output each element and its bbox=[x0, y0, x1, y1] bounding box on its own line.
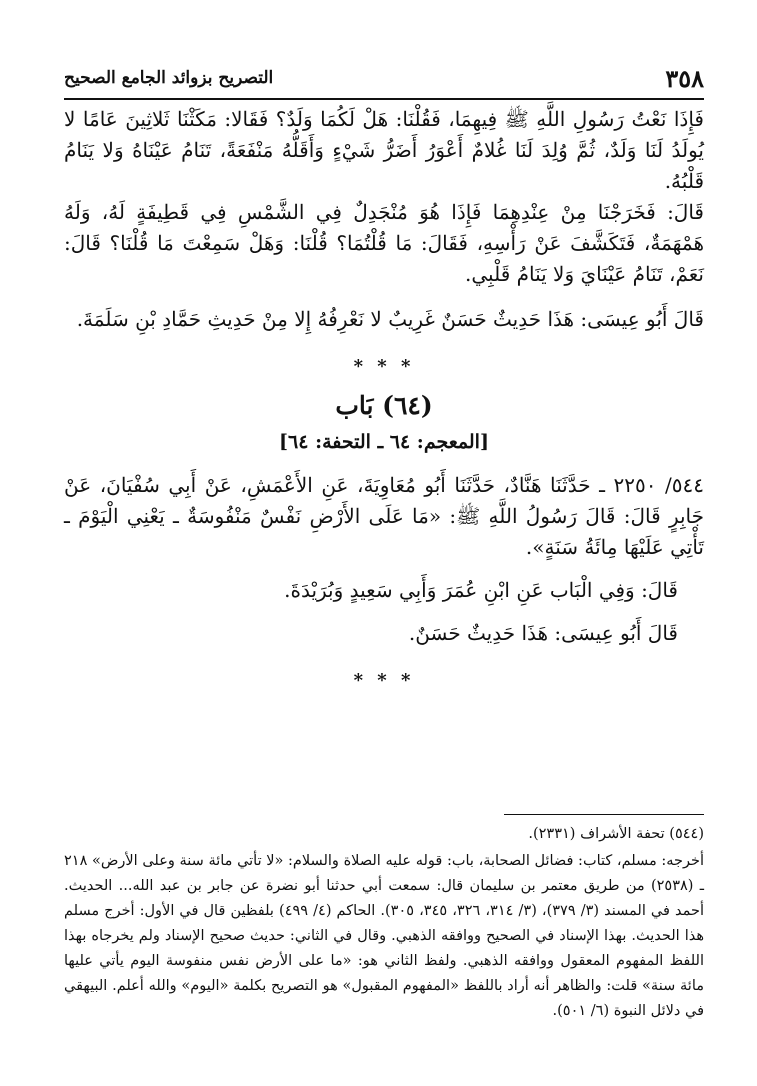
main-text bbox=[64, 104, 704, 704]
footnotes bbox=[64, 822, 704, 1024]
page-number: ٣٥٨ bbox=[665, 64, 704, 93]
paragraph-3: قَالَ أَبُو عِيسَى: هَذَا حَدِيثٌ حَسَنٌ غَرِيبٌ لا نَعْرِفُهُ إِلا مِنْ حَدِيثِ حَمَّادِ بْنِ سَلَمَةَ. bbox=[76, 307, 704, 331]
section-divider-2: * * * bbox=[353, 670, 415, 691]
page-header bbox=[64, 64, 704, 100]
hadith-text: ٥٤٤/ ٢٢٥٠ ـ حَدَّثَنَا هَنَّادٌ، حَدَّثَنَا أَبُو مُعَاوِيَةَ، عَنِ الأَعْمَشِ، عَنْ أَبِي سُفْيَانَ، عَنْ جَابِرٍ قَالَ: قَالَ رَسُولُ اللَّهِ ﷺ: «مَا عَلَى الأَرْضِ نَفْسٌ مَنْفُوسَةٌ ـ يَعْنِي الْيَوْمَ ـ تَأْتِي عَلَيْهَا مِائَةُ سَنَةٍ». bbox=[64, 473, 704, 559]
paragraph-2: قَالَ: فَخَرَجْنَا مِنْ عِنْدِهِمَا فَإِذَا هُوَ مُنْجَدِلٌ فِي الشَّمْسِ فِي قَطِيفَةٍ لَهُ، وَلَهُ هَمْهَمَةٌ، فَتَكَشَّفَ عَنْ رَأْسِهِ، فَقَالَ: مَا قُلْتُمَا؟ قُلْنَا: وَهَلْ سَمِعْتَ مَا قُلْنَا؟ قَالَ: نَعَمْ، تَنَامُ عَيْنَايَ وَلا يَنَامُ قَلْبِي. bbox=[64, 200, 704, 286]
footnote-body: أخرجه: مسلم، كتاب: فضائل الصحابة، باب: قوله عليه الصلاة والسلام: «لا تأتي مائة سنة وعلى الأرض» ٢١٨ ـ (٢٥٣٨) من طريق معتمر بن سليمان قال: سمعت أبي حدثنا أبو نضرة عن جابر بن عبد الله... الحديث. أحمد في المسند (٣/ ٣٧٩)، (٣/ ٣١٤، ٣٢٦، ٣٤٥، ٣٠٥). الحاكم (٤/ ٤٩٩) بلفظين قال في الأول: أخرج مسلم هذا الحديث. بهذا الإسناد في الصحيح ووافقه الذهبي. وقال في الثاني: حديث صحيح الإسناد ولم يخرجاه بهذا اللفظ المفهوم المعقول ووافقه الذهبي. ولفظ الثاني هو: «ما على الأرض نفس منفوسة اليوم يأتي عليها مائة سنة» قلت: والظاهر أنه أراد باللفظ «المفهوم المقبول» هو التصريح بكلمة «اليوم» والله أعلم. البيهقي في دلائل النبوة (٦/ ٥٠١). bbox=[64, 853, 705, 1019]
section-divider: * * * bbox=[353, 356, 415, 377]
footnote-rule bbox=[504, 814, 704, 815]
book-page bbox=[64, 40, 704, 1060]
bab-note: قَالَ: وَفِي الْبَاب عَنِ ابْنِ عُمَرَ وَأَبِي سَعِيدٍ وَبُرَيْدَةَ. bbox=[284, 578, 678, 602]
verdict: قَالَ أَبُو عِيسَى: هَذَا حَدِيثٌ حَسَنٌ. bbox=[408, 621, 678, 645]
chapter-title: (٦٤) بَاب bbox=[335, 391, 433, 420]
paragraph-1: فَإِذَا نَعْتُ رَسُولِ اللَّهِ ﷺ فِيهِمَا، فَقُلْنَا: هَلْ لَكُمَا وَلَدٌ؟ فَقَالا: مَكَثْنَا ثَلاثِينَ عَامًا لا يُولَدُ لَنَا وَلَدٌ، ثُمَّ وُلِدَ لَنَا غُلامٌ أَعْوَرُ أَضَرُّ شَيْءٍ وَأَقَلُّهُ مَنْفَعَةً، تَنَامُ عَيْنَاهُ وَلا يَنَامُ قَلْبُهُ. bbox=[64, 107, 704, 193]
chapter-reference: [المعجم: ٦٤ ـ التحفة: ٦٤] bbox=[279, 431, 489, 453]
footnote-title: (٥٤٤) تحفة الأشراف (٢٣٣١). bbox=[528, 826, 704, 842]
running-title: التصريح بزوائد الجامع الصحيح bbox=[64, 68, 274, 88]
